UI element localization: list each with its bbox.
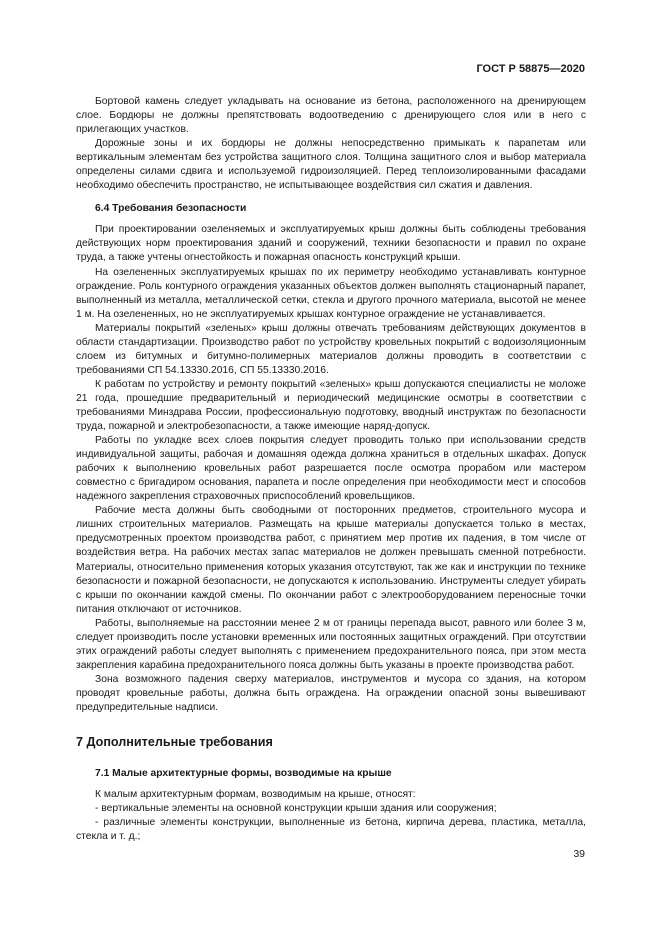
paragraph: Материалы покрытий «зеленых» крыш должны отвечать требованиям действующих документов в области стандартизации. Производство работ по устройству кровельных покрытий с водоизоляционным слоем из битумных и битумно-полимерных материалов должны проводить в соответствии с требованиями СП 54.13330.2016, СП 55.13330.2016. xyxy=(76,322,586,376)
paragraph: Рабочие места должны быть свободными от посторонних предметов, строительного мусора и лишних строительных материалов. Размещать на крыше материалы допускается только в местах, предусмотренных проектом производства работ, с принятием мер против их падения, в том числе от воздействия ветра. На рабочих местах запас материалов не должен превышать сменной потребности. Материалы, относительно применения которых указания отсутствуют, так же как и инструкции по технике безопасности и пожарной безопасности, не допускаются к использованию. Инструменты следует убирать с крыши по окончании каждой смены. По окончании работ с электрооборудованием переносные точки питания отключают от источников. xyxy=(76,505,586,615)
document-id-header: ГОСТ Р 58875—2020 xyxy=(476,63,585,75)
list-item: - различные элементы конструкции, выполненные из бетона, кирпича дерева, пластика, металла, стекла и т. д.; xyxy=(76,817,586,843)
paragraph: На озелененных эксплуатируемых крышах по их периметру необходимо устанавливать контурное ограждение. Роль контурного ограждения указанных объектов должен выполнять стационарный парапет, выполненный из металла, металлической сетки, стекла и другого прочного материала, высотой не менее 1 м. На озелененных, но не эксплуатируемых крышах контурное ограждение не устанавливается. xyxy=(76,266,586,320)
paragraph: Бортовой камень следует укладывать на основание из бетона, расположенного на дренирующем слое. Бордюры не должны препятствовать водоотведению с дренирующего слоя или в него с прилегающих участков. xyxy=(76,96,586,136)
paragraph: К работам по устройству и ремонту покрытий «зеленых» крыш допускаются специалисты не моложе 21 года, прошедшие предварительный и периодический медицинские осмотры в соответствии с требованиями Минздрава России, профессиональную подготовку, вводный инструктаж по безопасности труда, пожарной и электробезопасности, а также имеющие наряд-допуск. xyxy=(76,378,586,433)
section-heading-7: 7 Дополнительные требования xyxy=(76,735,273,750)
paragraph: К малым архитектурным формам, возводимым на крыше, относят: xyxy=(95,789,416,801)
section-heading-7-1: 7.1 Малые архитектурные формы, возводимые на крыше xyxy=(95,768,392,780)
document-body xyxy=(76,95,586,844)
list-item: - вертикальные элементы на основной конструкции крыши здания или сооружения; xyxy=(95,803,497,815)
paragraph: Зона возможного падения сверху материалов, инструментов и мусора со здания, на котором проводят кровельные работы, должна быть ограждена. На ограждении опасной зоны вывешивают предупредительные надписи. xyxy=(76,673,586,713)
paragraph: Работы, выполняемые на расстоянии менее 2 м от границы перепада высот, равного или более 3 м, следует производить после установки временных или постоянных защитных ограждений. При отсутствии этих ограждений работы следует выполнять с применением предохранительного пояса, при этом места закрепления карабина предохранительного пояса должны быть указаны в проекте производства работ. xyxy=(76,617,586,671)
page-number: 39 xyxy=(573,848,585,860)
paragraph: Работы по укладке всех слоев покрытия следует проводить только при использовании средств индивидуальной защиты, рабочая и домашняя одежда должна храниться в отдельных шкафах. Допуск рабочих к выполнению кровельных работ разрешается после осмотра прорабом или мастером совместно с бригадиром основания, парапета и после определения при необходимости мест и способов надежного закрепления страховочных приспособлений кровельщиков. xyxy=(76,435,586,503)
section-heading-6-4: 6.4 Требования безопасности xyxy=(95,203,247,215)
paragraph: Дорожные зоны и их бордюры не должны непосредственно примыкать к парапетам или вертикальным элементам без устройства защитного слоя. Толщина защитного слоя и выбор материала определены силами сдвига и используемой гидроизоляцией. Перед теплоизолированными фасадами необходимо обеспечить пространство, не испытывающее воздействия сил сжатия и давления. xyxy=(76,138,586,192)
paragraph: При проектировании озеленяемых и эксплуатируемых крыш должны быть соблюдены требования действующих норм проектирования зданий и сооружений, техники безопасности и правил по охране труда, а также учтены огнестойкость и пожарная опасность конструкций крыши. xyxy=(76,224,586,264)
